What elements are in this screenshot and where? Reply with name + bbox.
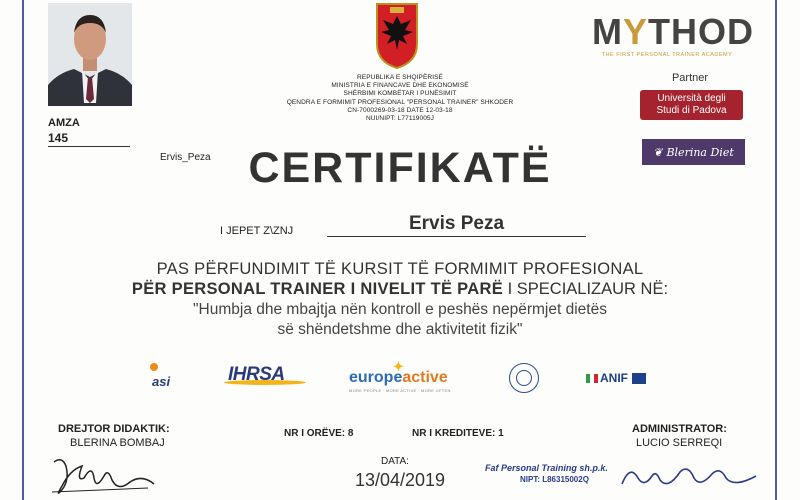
right-signature	[616, 458, 762, 494]
company-stamp-name: Faf Personal Training sh.p.k.	[485, 463, 608, 473]
blerina-diet-logo	[642, 139, 745, 165]
authority-line: REPUBLIKA E SHQIPËRISË	[356, 74, 443, 81]
recipient-label: I JEPET Z\ZNJ	[220, 225, 294, 237]
specialization-line-2: së shëndetshme dhe aktivitetit fizik"	[277, 321, 523, 338]
mythod-tagline: THE FIRST PERSONAL TRAINER ACADEMY	[601, 52, 733, 58]
left-signatory-title: DREJTOR DIDAKTIK:	[58, 423, 170, 435]
logo-part: THOD	[648, 11, 755, 52]
left-signatory-name: BLERINA BOMBAJ	[70, 437, 165, 449]
right-signatory-name: LUCIO SERREQI	[636, 437, 723, 449]
mythod-logo	[592, 11, 755, 52]
logo-accent: Y	[623, 11, 649, 52]
date-label: DATA:	[381, 456, 409, 467]
issue-date: 13/04/2019	[354, 470, 446, 490]
course-spec: I SPECIALIZAUR NË:	[503, 280, 669, 298]
registration-number: 145	[48, 131, 130, 147]
right-border	[775, 0, 777, 500]
training-credits: NR I KREDITEVE: 1	[412, 428, 504, 439]
albania-emblem-icon	[373, 2, 421, 70]
university-padova-logo	[640, 90, 743, 120]
authority-line: QENDRA E FORMIMIT PROFESIONAL "PERSONAL TRAINER" SHKODER	[286, 98, 514, 106]
course-line-2	[60, 279, 740, 299]
university-line: Studi di Padova	[656, 105, 727, 116]
anif-emblem-icon	[632, 373, 646, 384]
course-line-1: PAS PËRFUNDIMIT TË KURSIT TË FORMIMIT PROFESIONAL	[156, 260, 644, 278]
ihrsa-logo: IHRSA	[228, 364, 285, 386]
name-handle: Ervis_Peza	[160, 152, 211, 163]
left-signature	[48, 452, 158, 498]
left-border	[22, 0, 24, 500]
recipient-name: Ervis Peza	[327, 212, 586, 237]
logo-part: M	[592, 11, 623, 52]
asi-logo: asi	[148, 363, 180, 393]
company-stamp-nipt: NIPT: L86315002Q	[520, 475, 589, 484]
registration-label: AMZA	[48, 117, 80, 129]
partner-label: Partner	[671, 72, 709, 84]
anif-logo	[586, 371, 646, 385]
diet-logo-text: Blerina Diet	[666, 145, 734, 159]
authority-line: CN-7000269-03-18 DATE 12-03-18	[347, 106, 453, 114]
leaf-icon: ❦	[653, 145, 663, 159]
certificate-title: CERTIFIKATË	[248, 144, 552, 192]
italy-flag-icon	[586, 374, 598, 383]
course-level: PËR PERSONAL TRAINER I NIVELIT TË PARË	[131, 280, 504, 298]
training-hours: NR I ORËVE: 8	[284, 428, 354, 439]
authority-line: SHËRBIMI KOMBËTAR I PUNËSIMIT	[343, 90, 457, 98]
specialization-line-1: "Humbja dhe mbajtja nën kontroll e peshës nepërmjet dietës	[193, 301, 607, 318]
seal-logo-icon	[509, 363, 539, 393]
authority-line: MINISTRIA E FINANCAVE DHE EKONOMISË	[331, 82, 469, 90]
right-signatory-title: ADMINISTRATOR:	[632, 423, 727, 435]
europeactive-logo: ✦ europeactive MORE PEOPLE · MORE ACTIVE · MORE OFTEN	[349, 359, 451, 393]
university-line: Università degli	[657, 93, 726, 104]
authority-line: NUI/NIPT: L77119005J	[366, 115, 434, 123]
anif-text: ANIF	[600, 371, 628, 385]
recipient-photo	[48, 3, 132, 106]
issuing-authority	[250, 74, 550, 123]
